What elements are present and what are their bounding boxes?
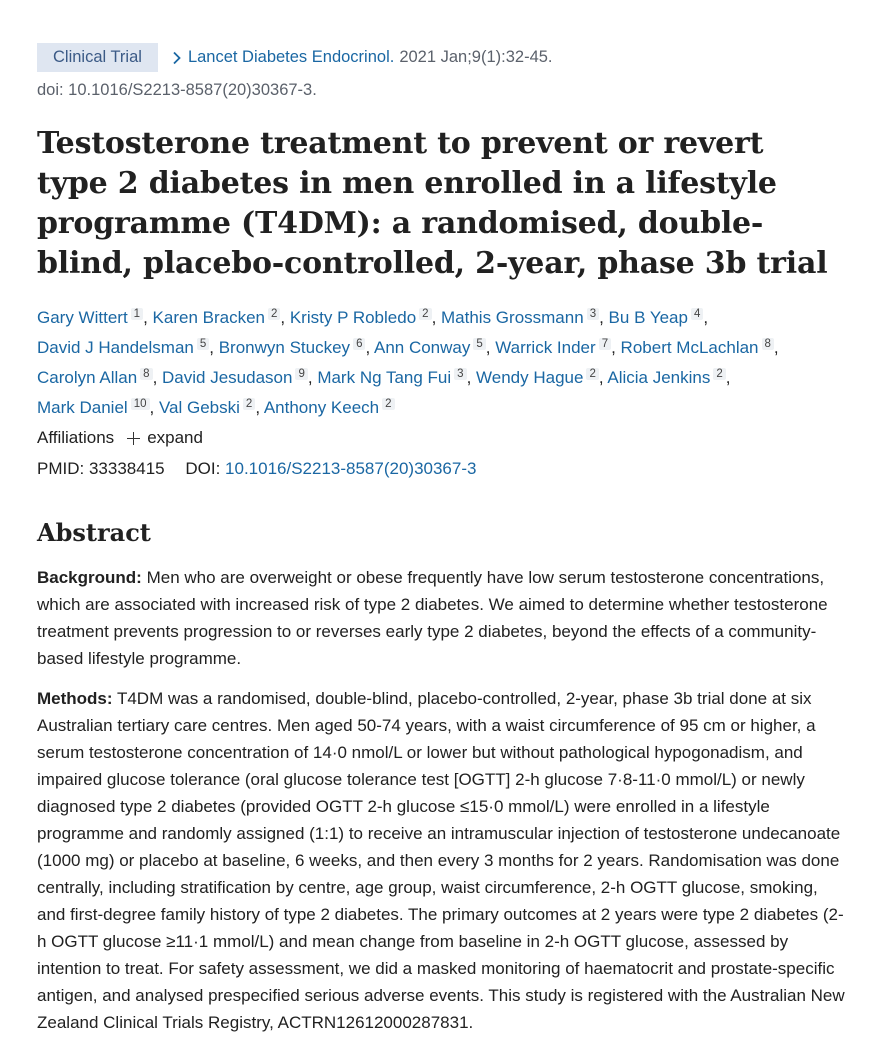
doi-link[interactable]: 10.1016/S2213-8587(20)30367-3 — [225, 459, 477, 478]
affiliation-number[interactable]: 2 — [268, 308, 280, 320]
expand-label: expand — [147, 428, 203, 447]
author-link[interactable]: Mark Ng Tang Fui — [317, 368, 452, 387]
author-entry — [159, 398, 264, 417]
author-link[interactable]: Warrick Inder — [495, 338, 596, 357]
article-title: Testosterone treatment to prevent or revert type 2 diabetes in men enrolled in a lifestyle programme (T4DM): a randomised, double-blind, placebo-controlled, 2-year, phase 3b trial — [37, 126, 828, 281]
author-link[interactable]: Robert McLachlan — [620, 338, 759, 357]
author-separator: , — [725, 368, 731, 387]
publication-type-badge[interactable]: Clinical Trial — [37, 43, 158, 72]
authors-list — [37, 304, 837, 424]
author-separator: , — [703, 308, 709, 327]
abstract-heading: Abstract — [37, 518, 151, 547]
abstract-methods — [37, 685, 849, 1036]
author-separator: , — [598, 368, 608, 387]
author-separator: , — [255, 398, 264, 417]
affiliation-number[interactable]: 7 — [599, 338, 611, 350]
affiliation-number[interactable]: 9 — [295, 368, 307, 380]
author-link[interactable]: Mathis Grossmann — [441, 308, 584, 327]
affiliations-label: Affiliations — [37, 428, 115, 447]
author-link[interactable]: Gary Wittert — [37, 308, 128, 327]
abstract-background — [37, 564, 849, 672]
author-entry — [264, 398, 395, 417]
affiliation-number[interactable]: 1 — [131, 308, 143, 320]
author-separator: , — [307, 368, 318, 387]
background-label: Background: — [37, 568, 142, 587]
author-separator: , — [365, 338, 374, 357]
author-separator: , — [599, 308, 609, 327]
affiliation-number[interactable]: 2 — [419, 308, 431, 320]
author-entry — [37, 368, 162, 387]
author-link[interactable]: Bu B Yeap — [608, 308, 688, 327]
author-link[interactable]: Val Gebski — [158, 398, 240, 417]
author-entry — [290, 308, 441, 327]
author-entry — [495, 338, 620, 357]
doi-citation: doi: 10.1016/S2213-8587(20)30367-3. — [37, 81, 317, 99]
affiliation-number[interactable]: 2 — [243, 398, 255, 410]
author-link[interactable]: Carolyn Allan — [37, 368, 138, 387]
author-entry — [162, 368, 317, 387]
author-entry — [219, 338, 374, 357]
identifiers-row — [37, 459, 476, 479]
affiliations-row — [37, 428, 203, 448]
affiliations-expand-button[interactable] — [127, 428, 203, 448]
author-separator: , — [431, 308, 442, 327]
affiliation-number[interactable]: 3 — [587, 308, 599, 320]
author-separator: , — [152, 368, 163, 387]
affiliation-number[interactable]: 2 — [713, 368, 725, 380]
affiliation-number[interactable]: 10 — [131, 398, 150, 410]
author-entry — [621, 338, 779, 357]
methods-label: Methods: — [37, 689, 113, 708]
author-entry — [37, 338, 219, 357]
author-separator: , — [611, 338, 621, 357]
author-separator: , — [773, 338, 779, 357]
author-link[interactable]: Alicia Jenkins — [607, 368, 711, 387]
author-link[interactable]: David J Handelsman — [37, 338, 194, 357]
author-link[interactable]: Mark Daniel — [37, 398, 128, 417]
author-separator: , — [209, 338, 219, 357]
author-separator: , — [485, 338, 496, 357]
doi-label: DOI: — [185, 459, 221, 478]
methods-text: T4DM was a randomised, double-blind, placebo-controlled, 2-year, phase 3b trial done at six Australian tertiary care centres. Men aged 50-74 years, with a waist circumference of 95 cm or higher, a serum testosterone concentration of 14·0 nmol/L or lower but without pathological hypogonadism, and impaired glucose tolerance (oral glucose tolerance test [OGTT] 2-h glucose 7·8-11·0 mmol/L) or newly diagnosed type 2 diabetes (provided OGTT 2-h glucose ≤15·0 mmol/L) were enrolled in a lifestyle programme and randomly assigned (1:1) to receive an intramuscular injection of testosterone undecanoate (1000 mg) or placebo at baseline, 6 weeks, and then every 3 months for 2 years. Randomisation was done centrally, including stratification by centre, age group, waist circumference, 2-h OGTT glucose, smoking, and first-degree family history of type 2 diabetes. The primary outcomes at 2 years were type 2 diabetes (2-h OGTT glucose ≥11·1 mmol/L) and mean change from baseline in 2-h OGTT glucose, assessed by intention to treat. For safety assessment, we did a masked monitoring of haematocrit and prostate-specific antigen, and analysed prespecified serious adverse events. This study is registered with the Australian New Zealand Clinical Trials Registry, ACTRN12612000287831. — [37, 689, 845, 1032]
affiliation-number[interactable]: 2 — [586, 368, 598, 380]
author-link[interactable]: David Jesudason — [162, 368, 293, 387]
author-entry — [476, 368, 607, 387]
author-entry — [609, 308, 709, 327]
affiliation-number[interactable]: 6 — [353, 338, 365, 350]
background-text: Men who are overweight or obese frequently have low serum testosterone concentrations, which are associated with increased risk of type 2 diabetes. We aimed to determine whether testosterone treatment prevents progression to or reverses early type 2 diabetes, beyond the effects of a community-based lifestyle programme. — [37, 568, 828, 668]
affiliation-number[interactable]: 5 — [197, 338, 209, 350]
author-entry — [153, 308, 290, 327]
author-entry — [607, 368, 730, 387]
author-separator: , — [280, 308, 290, 327]
author-link[interactable]: Kristy P Robledo — [289, 308, 417, 327]
author-link[interactable]: Ann Conway — [373, 338, 471, 357]
author-entry — [37, 398, 159, 417]
author-entry — [441, 308, 609, 327]
journal-link[interactable]: Lancet Diabetes Endocrinol. — [187, 48, 395, 66]
plus-icon — [127, 432, 140, 445]
chevron-right-icon[interactable] — [172, 51, 182, 65]
affiliation-number[interactable]: 4 — [691, 308, 703, 320]
affiliation-number[interactable]: 2 — [382, 398, 394, 410]
affiliation-number[interactable]: 3 — [454, 368, 466, 380]
citation-text: 2021 Jan;9(1):32-45. — [399, 48, 553, 66]
author-link[interactable]: Anthony Keech — [263, 398, 380, 417]
affiliation-number[interactable]: 8 — [762, 338, 774, 350]
author-entry — [317, 368, 476, 387]
pmid-label: PMID: — [37, 459, 85, 478]
author-link[interactable]: Bronwyn Stuckey — [218, 338, 351, 357]
affiliation-number[interactable]: 5 — [473, 338, 485, 350]
article-source-line — [37, 43, 553, 72]
author-link[interactable]: Wendy Hague — [476, 368, 584, 387]
author-separator: , — [143, 308, 153, 327]
author-separator: , — [466, 368, 477, 387]
pmid-value: 33338415 — [88, 459, 165, 478]
author-separator: , — [149, 398, 159, 417]
affiliation-number[interactable]: 8 — [140, 368, 152, 380]
author-entry — [374, 338, 495, 357]
author-entry — [37, 308, 153, 327]
author-link[interactable]: Karen Bracken — [152, 308, 265, 327]
